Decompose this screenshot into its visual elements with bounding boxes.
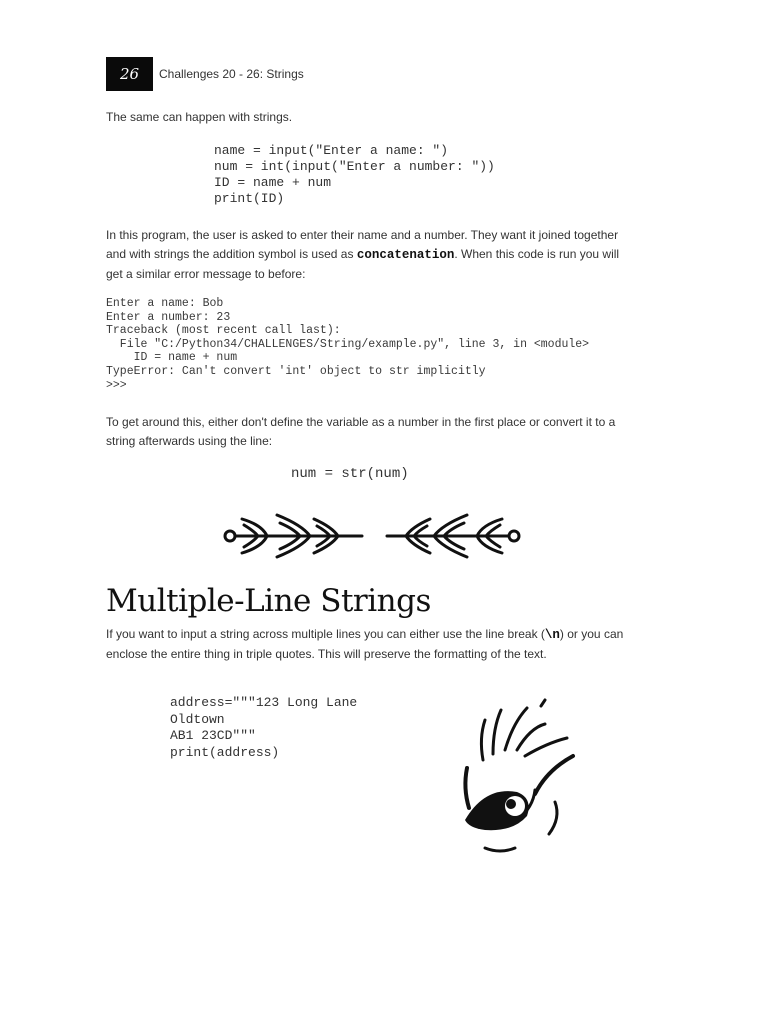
chapter-title: Challenges 20 - 26: Strings bbox=[159, 67, 304, 81]
code-example-input: name = input("Enter a name: ") num = int(input("Enter a number: ")) ID = name + num print(ID) bbox=[214, 143, 495, 206]
code-example-str: num = str(num) bbox=[291, 466, 409, 482]
explanation-paragraph bbox=[106, 226, 636, 284]
intro-paragraph: The same can happen with strings. bbox=[106, 110, 293, 124]
concatenation-term: concatenation bbox=[356, 248, 455, 262]
line-break-code: \n bbox=[544, 628, 560, 642]
explanation-text-end: . When this code is run you will get a similar error message to before: bbox=[106, 247, 620, 281]
eye-with-lashes-icon bbox=[455, 698, 580, 858]
explanation-text: In this program, the user is asked to enter their name and a number. They want it joined together and with strings the addition symbol is used as bbox=[106, 228, 619, 261]
section-paragraph bbox=[106, 625, 636, 664]
page-header bbox=[106, 57, 304, 91]
code-example-multiline: address="""123 Long Lane Oldtown AB1 23CD""" print(address) bbox=[170, 695, 358, 760]
laurel-arrows-divider-icon bbox=[222, 505, 522, 567]
section-text-end: ) or you can enclose the entire thing in triple quotes. This will preserve the formatting of the text. bbox=[106, 627, 624, 661]
section-text: If you want to input a string across multiple lines you can either use the line break ( bbox=[106, 627, 545, 641]
page-number: 26 bbox=[106, 57, 153, 91]
error-output: Enter a name: Bob Enter a number: 23 Traceback (most recent call last): File "C:/Python34/CHALLENGES/String/example.py", line 3, in <module> ID = name + num TypeError: Can't convert 'int' object to str implicitly >>> bbox=[106, 297, 590, 392]
workaround-paragraph: To get around this, either don't define the variable as a number in the first place or convert it to a string afterwards using the line: bbox=[106, 415, 616, 448]
section-heading: Multiple-Line Strings bbox=[106, 583, 431, 619]
